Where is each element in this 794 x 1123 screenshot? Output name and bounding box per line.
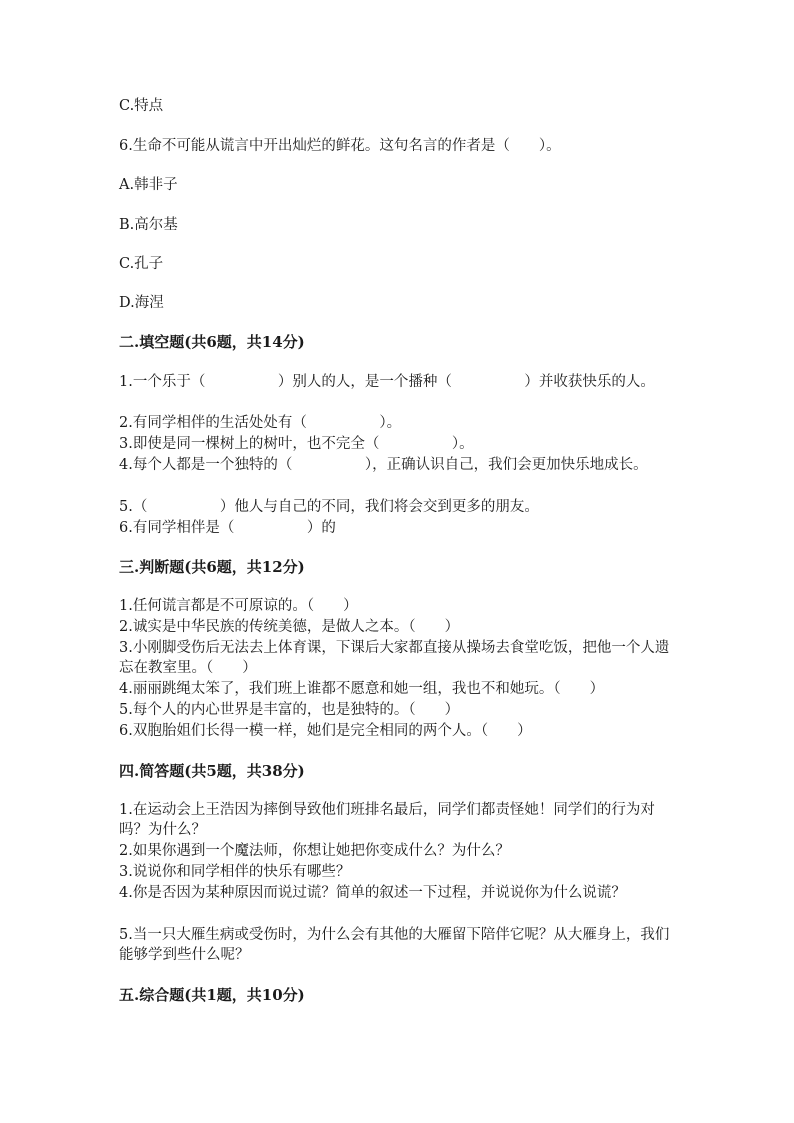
fill-blank-item: 3.即使是同一棵树上的树叶，也不完全（ ）。: [119, 436, 474, 452]
fill-blank-item: 2.有同学相伴的生活处处有（ ）。: [119, 415, 402, 431]
true-false-item: 6.双胞胎姐们长得一模一样，她们是完全相同的两个人。（ ）: [119, 723, 532, 739]
question-6-option-b: B.高尔基: [119, 217, 178, 233]
section-2-title: 二.填空题(共6题，共14分): [119, 333, 305, 351]
section-5-title: 五.综合题(共1题，共10分): [119, 986, 305, 1004]
fill-blank-item: 6.有同学相伴是（ ）的: [119, 520, 336, 536]
short-answer-item: 4.你是否因为某种原因而说过谎？简单的叙述一下过程，并说说你为什么说谎？: [119, 885, 626, 901]
true-false-item: 1.任何谎言都是不可原谅的。（ ）: [119, 598, 358, 614]
true-false-item: 3.小刚脚受伤后无法去上体育课，下课后大家都直接从操场去食堂吃饭，把他一个人遗忘在教室里。（ ）: [119, 640, 670, 676]
question-6-option-d: D.海涅: [119, 295, 164, 311]
option-c-carryover: C.特点: [119, 98, 164, 114]
true-false-item: 4.丽丽跳绳太笨了，我们班上谁都不愿意和她一组，我也不和她玩。（ ）: [119, 681, 605, 697]
question-6-option-a: A.韩非子: [119, 177, 178, 193]
fill-blank-item: 5.（ ）他人与自己的不同，我们将会交到更多的朋友。: [119, 499, 539, 515]
short-answer-item: 2.如果你遇到一个魔法师，你想让她把你变成什么？为什么？: [119, 843, 510, 859]
section-3-title: 三.判断题(共6题，共12分): [119, 558, 305, 576]
question-6-option-c: C.孔子: [119, 256, 164, 272]
true-false-item: 5.每个人的内心世界是丰富的，也是独特的。（ ）: [119, 702, 460, 718]
short-answer-item: 5.当一只大雁生病或受伤时，为什么会有其他的大雁留下陪伴它呢？从大雁身上，我们能够学到些什么呢？: [119, 927, 670, 963]
short-answer-item: 3.说说你和同学相伴的快乐有哪些？: [119, 864, 351, 880]
fill-blank-item: 1.一个乐于（ ）别人的人，是一个播种（ ）并收获快乐的人。: [119, 374, 655, 390]
short-answer-item: 1.在运动会上王浩因为摔倒导致他们班排名最后，同学们都责怪她！同学们的行为对吗？为什么？: [119, 802, 655, 838]
question-6-stem: 6.生命不可能从谎言中开出灿烂的鲜花。这句名言的作者是（ ）。: [119, 138, 561, 154]
fill-blank-item: 4.每个人都是一个独特的（ ），正确认识自己，我们会更加快乐地成长。: [119, 457, 648, 473]
true-false-item: 2.诚实是中华民族的传统美德，是做人之本。（ ）: [119, 619, 460, 635]
section-4-title: 四.简答题(共5题，共38分): [119, 762, 305, 780]
